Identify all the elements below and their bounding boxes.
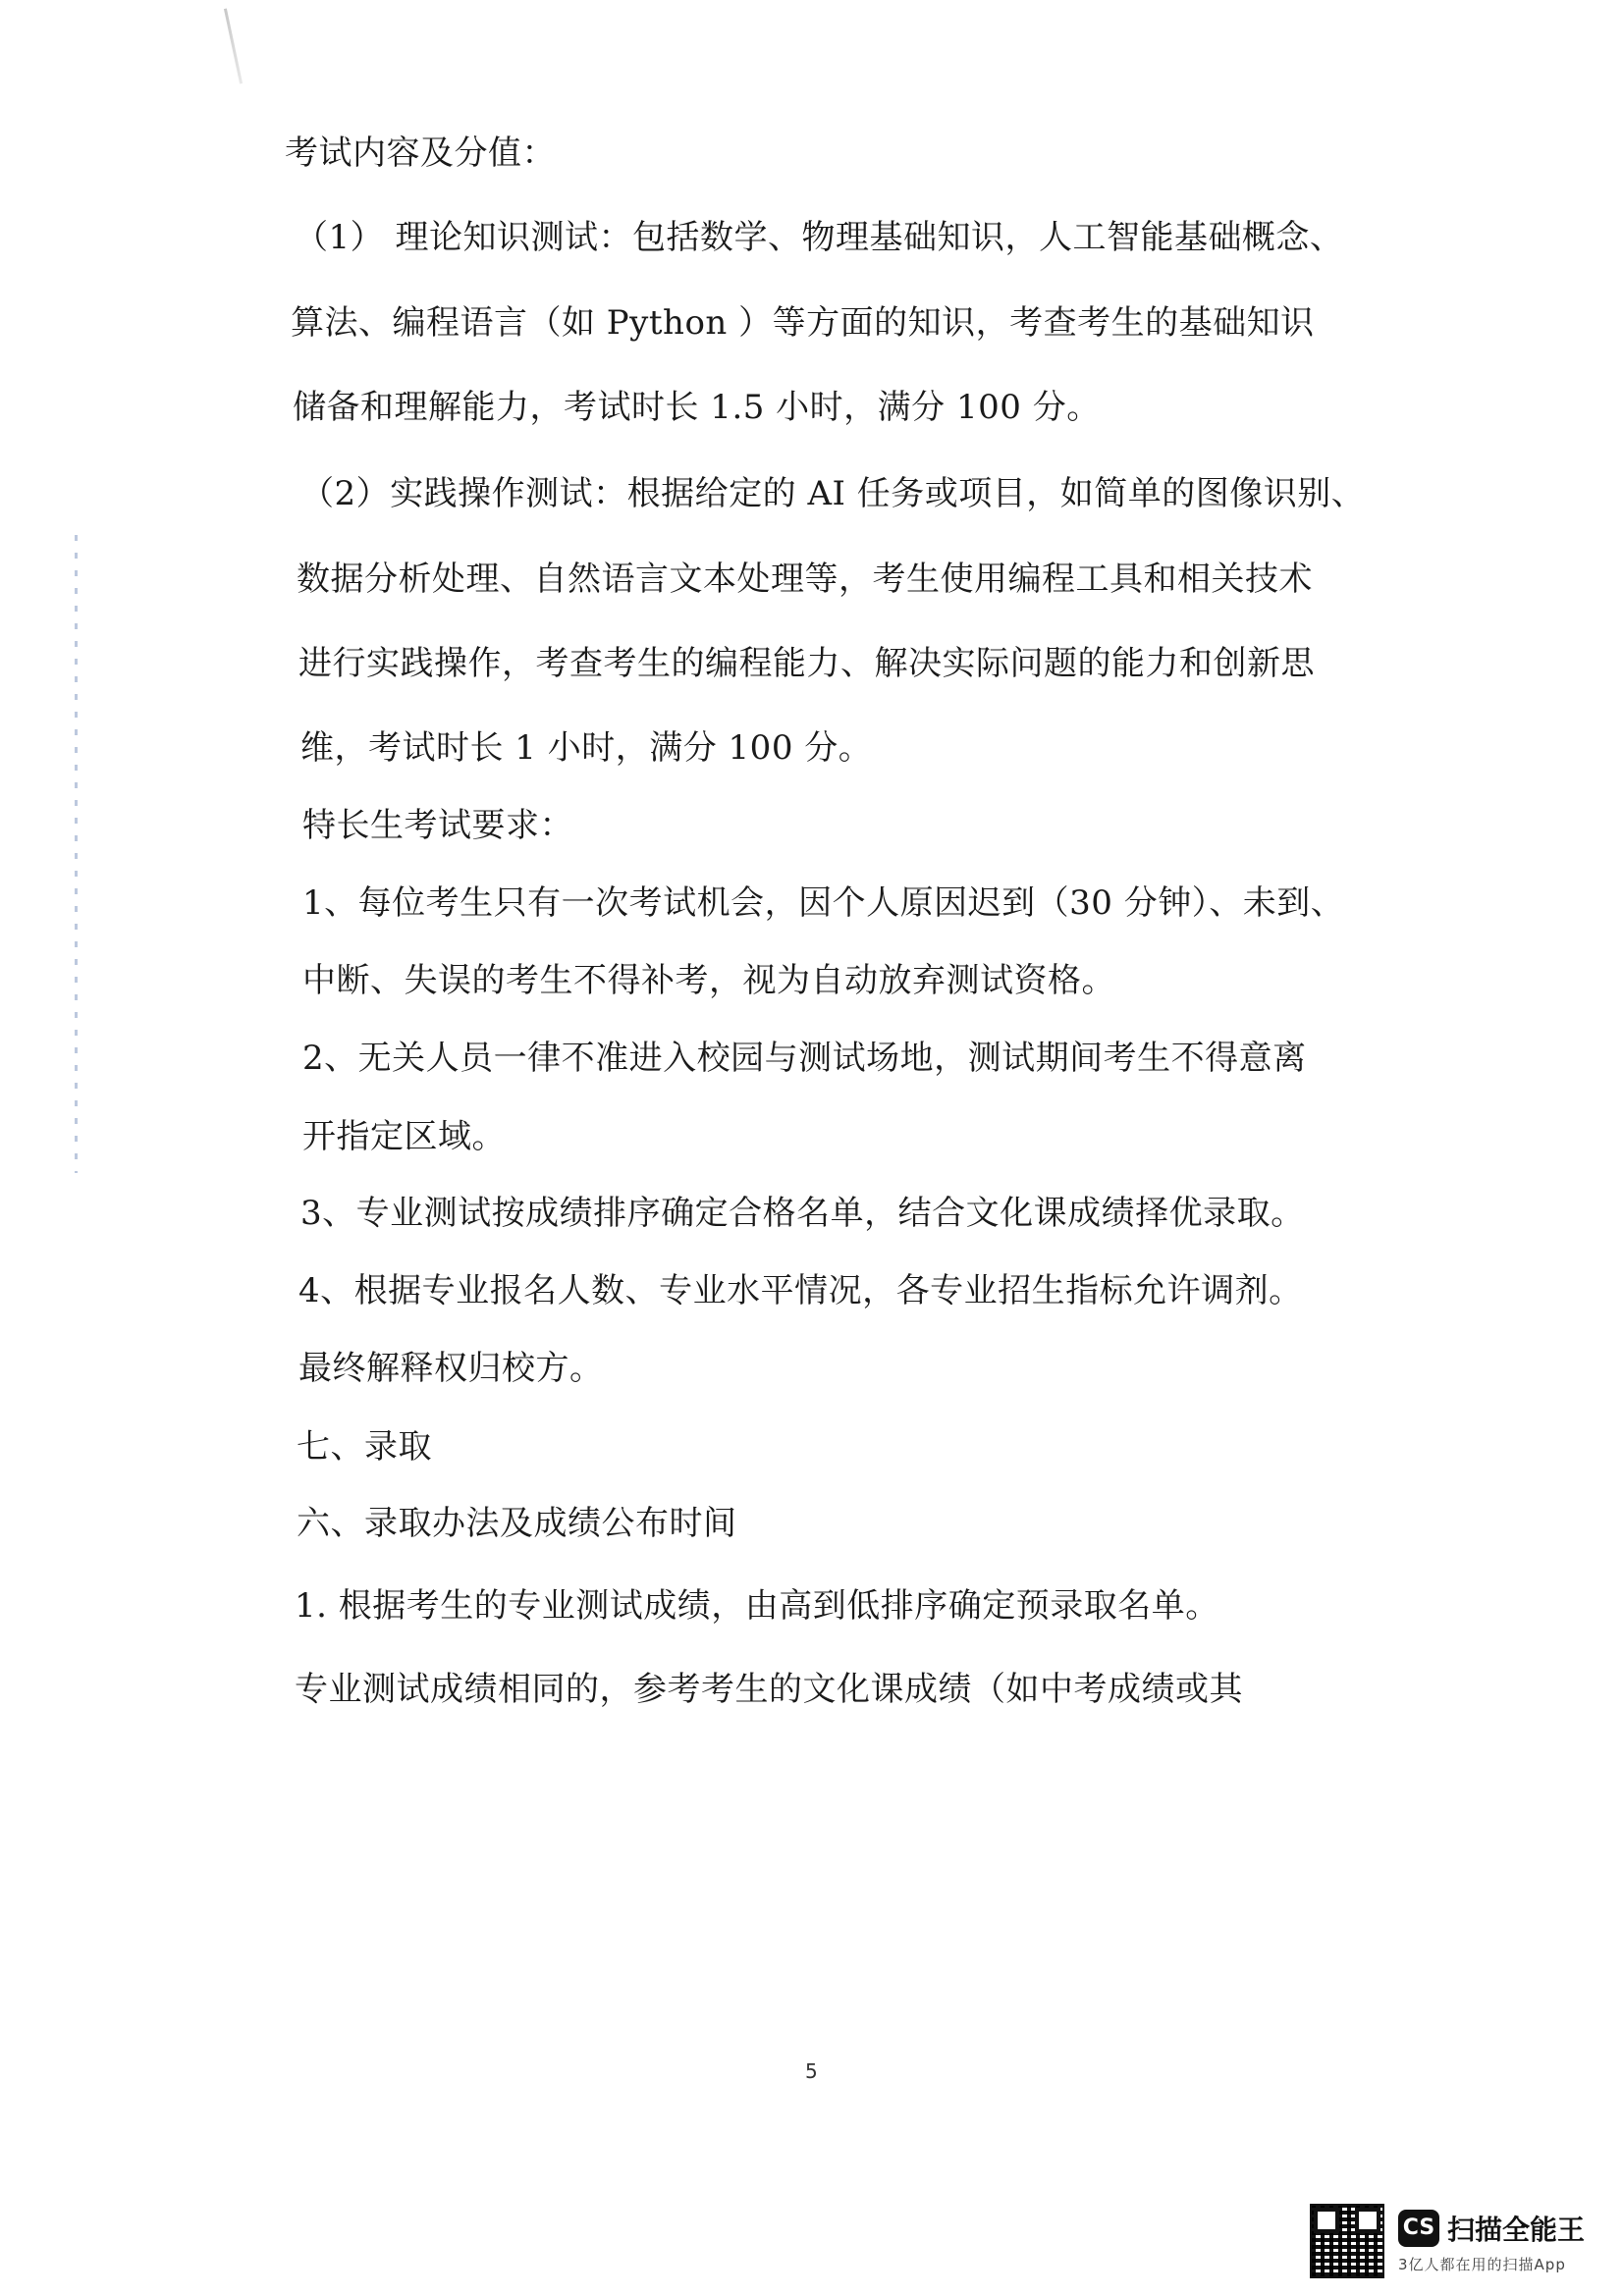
- text-line: 考试内容及分值：: [285, 133, 556, 173]
- scanner-watermark: [1310, 2202, 1585, 2280]
- text-line: 最终解释权归校方。: [298, 1349, 604, 1388]
- qr-code-icon: [1310, 2204, 1384, 2278]
- brand-tagline: 3亿人都在用的扫描App: [1398, 2255, 1566, 2273]
- scan-artifact-top: [224, 9, 243, 84]
- text-line: 1、每位考生只有一次考试机会，因个人原因迟到（30 分钟）、未到、: [302, 883, 1345, 923]
- brand-row: [1398, 2209, 1585, 2248]
- section-heading: 六、录取办法及成绩公布时间: [297, 1504, 737, 1543]
- text-line: 中断、失误的考生不得补考，视为自动放弃测试资格。: [302, 961, 1115, 1000]
- page-number: 5: [805, 2059, 818, 2083]
- text-line: （2）实践操作测试：根据给定的 AI 任务或项目，如简单的图像识别、: [300, 474, 1366, 513]
- text-line: 3、专业测试按成绩排序确定合格名单，结合文化课成绩择优录取。: [300, 1194, 1305, 1233]
- text-line: 2、无关人员一律不准进入校园与测试场地，测试期间考生不得意离: [302, 1039, 1307, 1078]
- brand-block: [1398, 2209, 1585, 2274]
- scan-artifact-left-edge: [75, 535, 78, 1173]
- text-line: 算法、编程语言（如 Python ）等方面的知识，考查考生的基础知识: [291, 303, 1315, 343]
- text-line: 开指定区域。: [302, 1117, 506, 1156]
- section-heading: 七、录取: [297, 1427, 432, 1467]
- section-heading: 特长生考试要求：: [302, 806, 573, 845]
- text-line: 维，考试时长 1 小时，满分 100 分。: [300, 728, 873, 768]
- text-line: 1. 根据考生的专业测试成绩，由高到低排序确定预录取名单。: [295, 1586, 1219, 1626]
- text-line: （1） 理论知识测试：包括数学、物理基础知识，人工智能基础概念、: [295, 218, 1344, 257]
- text-line: 4、根据专业报名人数、专业水平情况，各专业招生指标允许调剂。: [298, 1271, 1303, 1310]
- text-line: 数据分析处理、自然语言文本处理等，考生使用编程工具和相关技术: [297, 560, 1313, 599]
- brand-name: 扫描全能王: [1447, 2213, 1586, 2246]
- text-line: 进行实践操作，考查考生的编程能力、解决实际问题的能力和创新思: [298, 644, 1315, 683]
- camscanner-logo-icon: CS: [1398, 2210, 1439, 2247]
- text-line: 储备和理解能力，考试时长 1.5 小时，满分 100 分。: [293, 388, 1101, 427]
- text-line: 专业测试成绩相同的，参考考生的文化课成绩（如中考成绩或其: [295, 1670, 1243, 1709]
